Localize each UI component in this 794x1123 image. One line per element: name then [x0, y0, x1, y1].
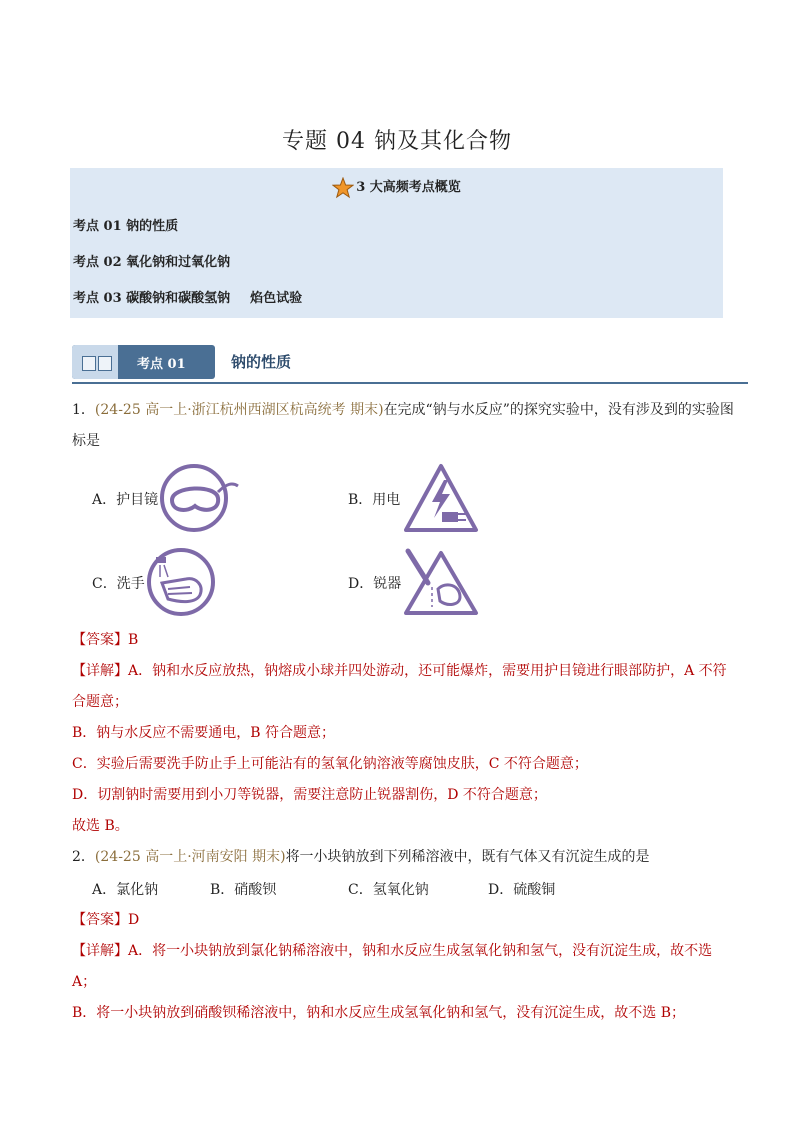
hand-washing-icon [146, 547, 216, 617]
q1-detail-line-2: 合题意； [72, 694, 128, 710]
q2-stem: 2．(24-25 高一上·河南安阳 期末)将一小块钠放到下列稀溶液中，既有气体又有沉淀生成的是 [72, 849, 650, 865]
page-title: 专题 04 钠及其化合物 [282, 129, 512, 154]
q1-detail-line-4: C．实验后需要洗手防止手上可能沾有的氢氧化钠溶液等腐蚀皮肤，C 不符合题意； [72, 756, 588, 772]
electricity-icon [402, 462, 480, 534]
q1-source: (24-25 高一上·浙江杭州西湖区杭高统考 期末) [94, 402, 384, 418]
q1-detail-line-3: B．钠与水反应不需要通电，B 符合题意； [72, 725, 336, 741]
section-divider [72, 382, 748, 384]
q2-option-a: A．氯化钠 [92, 882, 159, 898]
section-badge: 考点 01 [72, 345, 215, 379]
q2-detail-line-3: B．将一小块钠放到硝酸钡稀溶液中，钠和水反应生成氢氧化钠和氢气，没有沉淀生成，故不选 B； [72, 1005, 686, 1021]
q1-answer: 【答案】B [72, 632, 139, 648]
q1-option-a: A．护目镜 [92, 492, 159, 508]
book-icon [72, 345, 118, 379]
q1-option-c: C．洗手 [92, 576, 145, 592]
q2-source: (24-25 高一上·河南安阳 期末) [94, 849, 286, 865]
goggles-icon [160, 462, 240, 534]
q2-option-b: B．硝酸钡 [210, 882, 277, 898]
overview-item-03: 考点 03 碳酸钠和碳酸氢钠 焰色试验 [73, 291, 303, 306]
q1-stem-cont: 标是 [72, 433, 100, 449]
q1-detail-line-6: 故选 B。 [72, 818, 129, 834]
overview-box [70, 168, 723, 318]
q1-stem: 1．(24-25 高一上·浙江杭州西湖区杭高统考 期末)在完成“钠与水反应”的探究实验中，没有涉及到的实验图 [72, 402, 734, 418]
q2-detail-line-2: A； [72, 974, 97, 990]
star-icon [332, 177, 354, 199]
sharp-object-icon [402, 547, 480, 617]
q2-detail-line-1: 【详解】A．将一小块钠放到氯化钠稀溶液中，钠和水反应生成氢氧化钠和氢气，没有沉淀生成，故不选 [72, 943, 713, 959]
q2-option-d: D．硫酸铜 [488, 882, 556, 898]
q2-answer: 【答案】D [72, 912, 140, 928]
q2-option-c: C．氢氧化钠 [348, 882, 429, 898]
overview-item-02: 考点 02 氧化钠和过氧化钠 [73, 255, 231, 270]
q1-option-b: B．用电 [348, 492, 401, 508]
overview-heading: 3 大高频考点概览 [70, 176, 723, 199]
q1-detail-line-5: D．切割钠时需要用到小刀等锐器，需要注意防止锐器割伤，D 不符合题意； [72, 787, 547, 803]
overview-item-01: 考点 01 钠的性质 [73, 219, 179, 234]
q1-detail-line-1: 【详解】A．钠和水反应放热，钠熔成小球并四处游动，还可能爆炸，需要用护目镜进行眼部防护，A 不符 [72, 663, 727, 679]
section-title: 钠的性质 [231, 353, 292, 371]
q1-option-d: D．锐器 [348, 576, 402, 592]
